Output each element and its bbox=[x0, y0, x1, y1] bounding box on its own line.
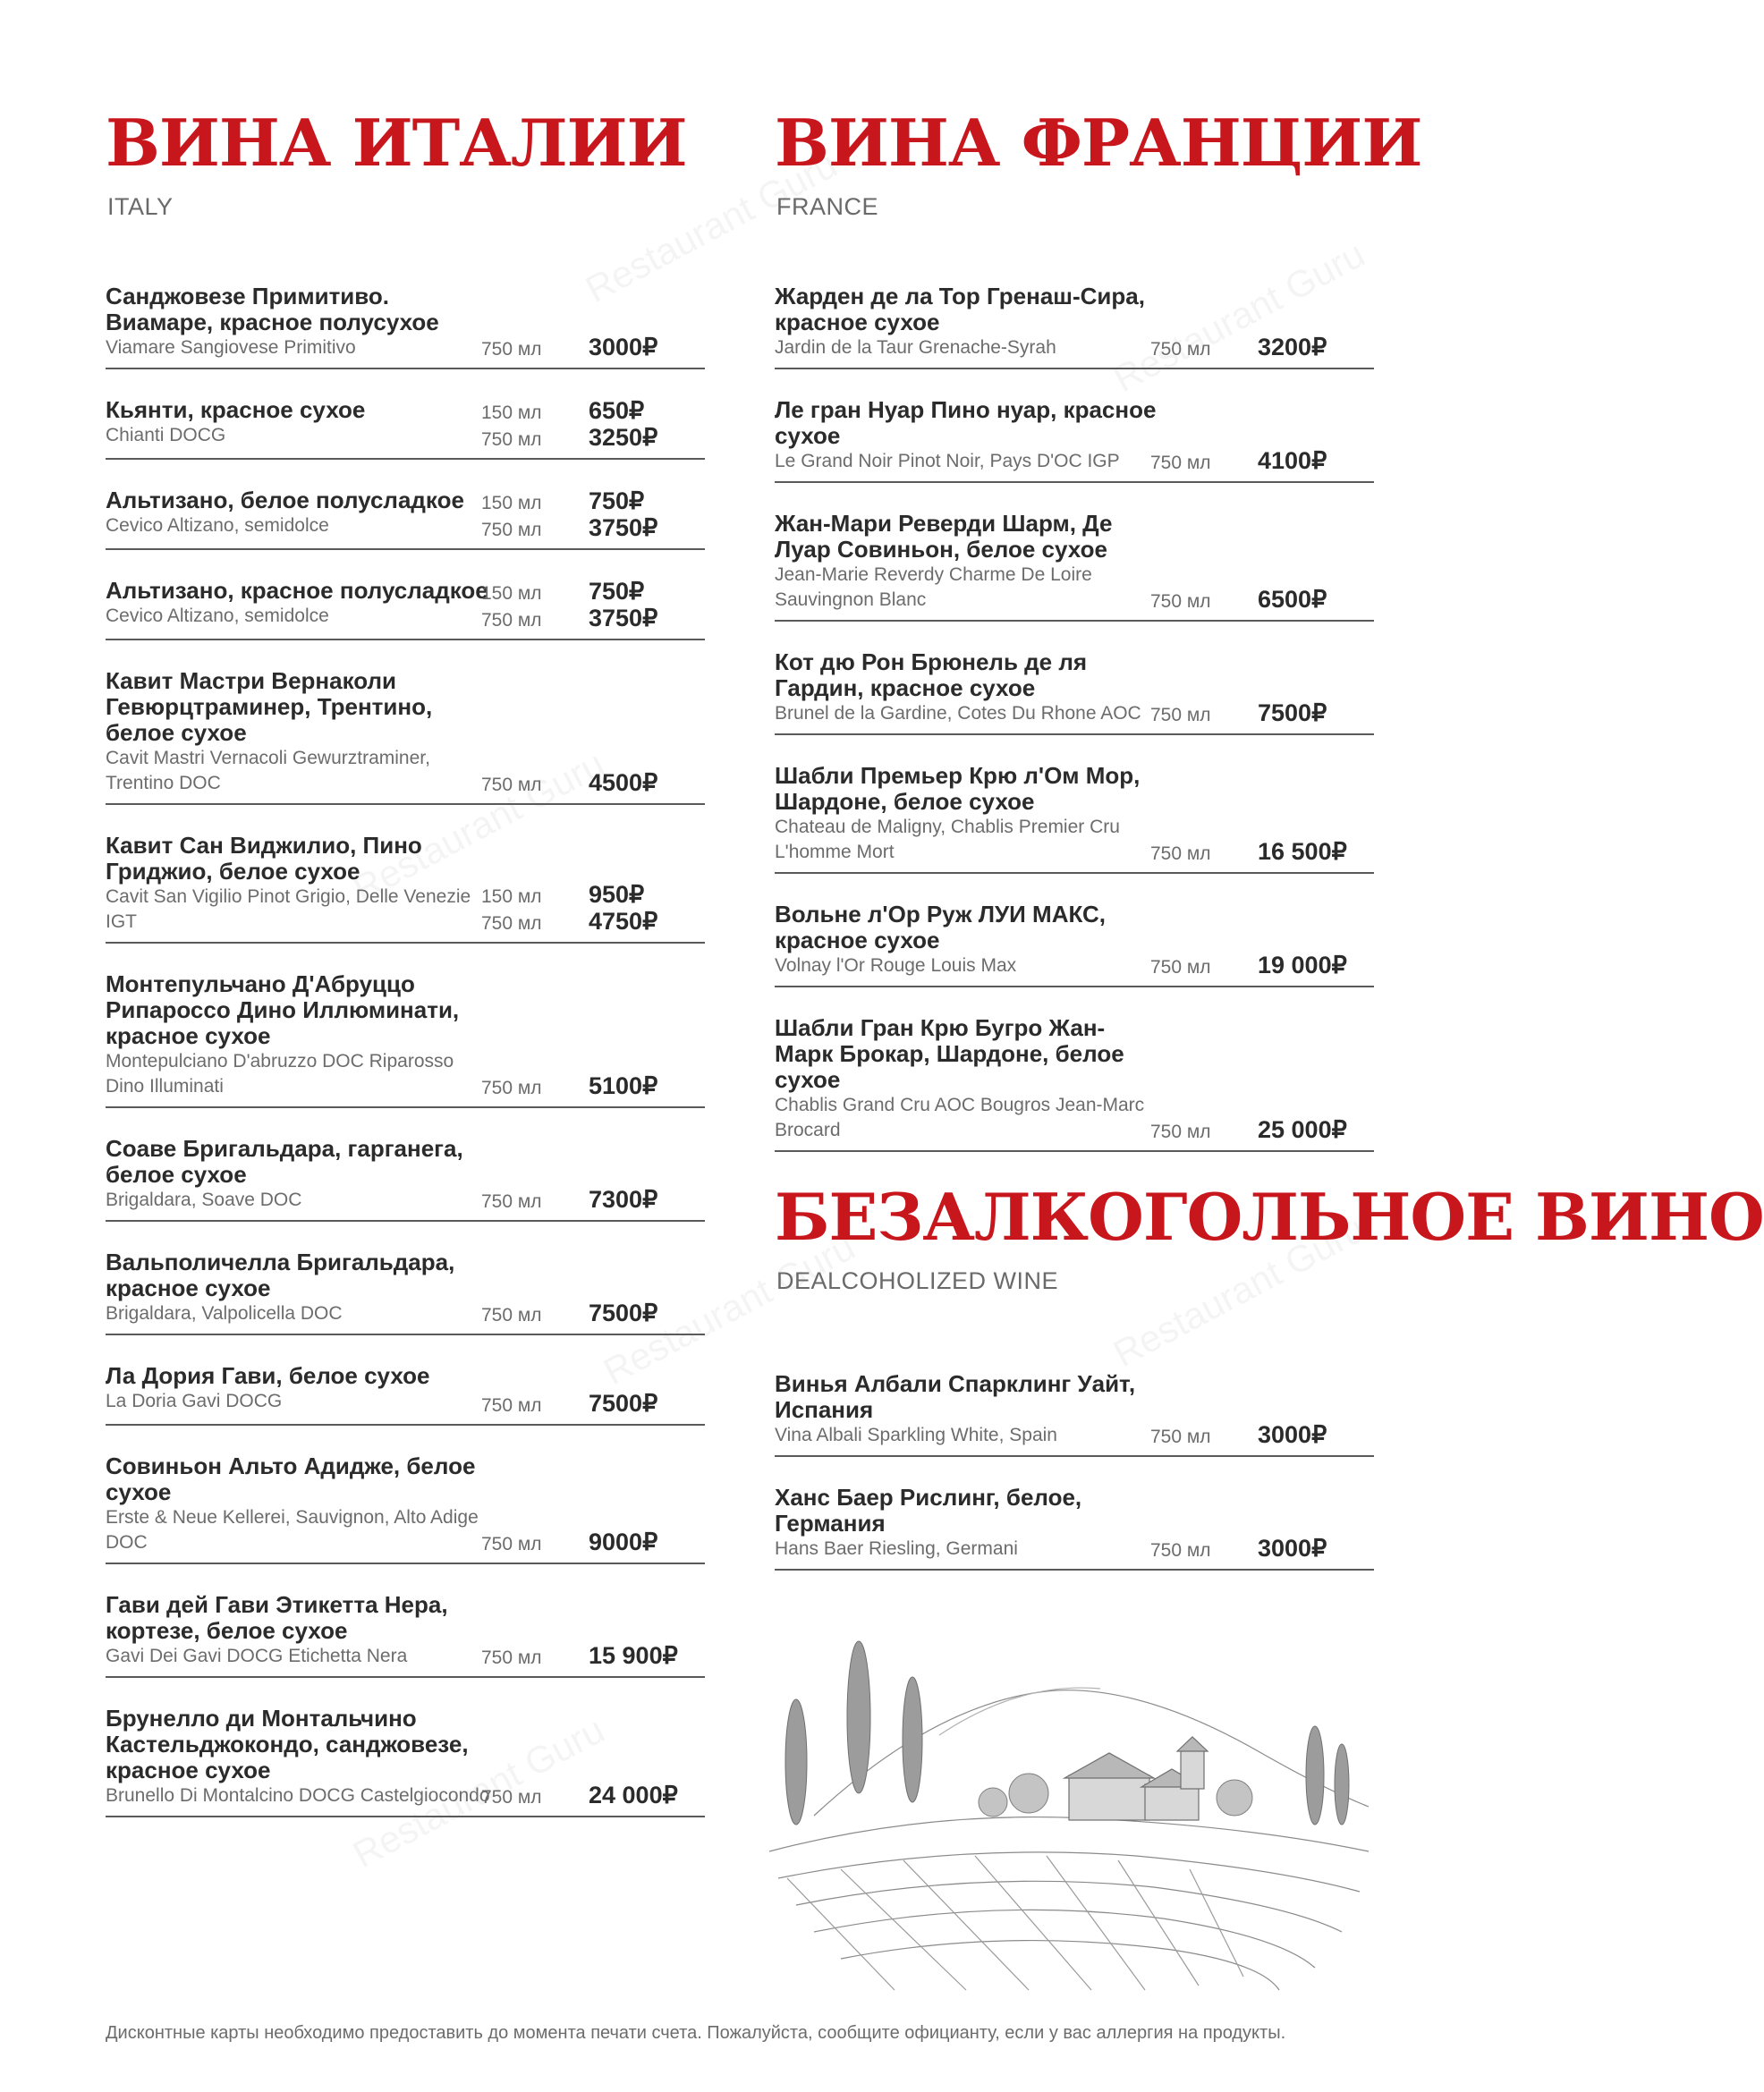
volume: 750 мл bbox=[481, 1305, 542, 1325]
wine-name: Гави дей Гави Этикетта Нера, кортезе, белое сухое bbox=[106, 1591, 448, 1644]
price-row bbox=[481, 881, 705, 908]
wine-name: Соаве Бригальдара, гарганега, белое сухое bbox=[106, 1135, 463, 1188]
price: 4500₽ bbox=[589, 769, 658, 796]
volume: 750 мл bbox=[481, 1647, 542, 1668]
price-block bbox=[1150, 334, 1374, 360]
price-block bbox=[1150, 699, 1374, 726]
price-block bbox=[481, 769, 705, 796]
price-block bbox=[481, 1782, 705, 1808]
wine-original-name: Hans Baer Riesling, Germani bbox=[775, 1538, 1018, 1559]
price-row bbox=[481, 605, 705, 631]
menu-item bbox=[106, 487, 705, 550]
wine-name: Кот дю Рон Брюнель де ля Гардин, красное сухое bbox=[775, 648, 1088, 701]
price-block bbox=[1150, 1116, 1374, 1143]
price-row bbox=[1150, 586, 1374, 613]
price-row bbox=[481, 1072, 705, 1099]
wine-original-name: Cevico Altizano, semidolce bbox=[106, 606, 329, 626]
wine-original-name: Gavi Dei Gavi DOCG Etichetta Nera bbox=[106, 1646, 408, 1666]
dealcoholized-title: БЕЗАЛКОГОЛЬНОЕ ВИНО bbox=[775, 1179, 1764, 1255]
wine-original-name: Erste & Neue Kellerei, Sauvignon, Alto Adige DOC bbox=[106, 1507, 479, 1553]
menu-item bbox=[106, 578, 705, 640]
wine-original-name: Le Grand Noir Pinot Noir, Pays D'OC IGP bbox=[775, 451, 1120, 471]
wine-original-name: Viamare Sangiovese Primitivo bbox=[106, 337, 356, 358]
price-block bbox=[481, 397, 705, 451]
volume: 750 мл bbox=[481, 1191, 542, 1212]
price-row bbox=[481, 1642, 705, 1669]
france-subtitle: FRANCE bbox=[776, 193, 879, 220]
volume: 750 мл bbox=[1150, 843, 1211, 864]
menu-item bbox=[775, 1015, 1374, 1152]
wine-name: Винья Албали Спарклинг Уайт, Испания bbox=[775, 1370, 1136, 1423]
menu-item bbox=[775, 902, 1374, 987]
menu-item bbox=[775, 1485, 1374, 1571]
dealcoholized-section bbox=[775, 1179, 1764, 1571]
wine-original-name: Jean-Marie Reverdy Charme De Loire Sauvingnon Blanc bbox=[775, 564, 1092, 610]
price-row bbox=[481, 908, 705, 935]
wine-original-name: Brunel de la Gardine, Cotes Du Rhone AOC bbox=[775, 703, 1141, 724]
price-row bbox=[1150, 1535, 1374, 1562]
price-row bbox=[481, 769, 705, 796]
volume: 750 мл bbox=[481, 1395, 542, 1416]
wine-original-name: Vina Albali Sparkling White, Spain bbox=[775, 1425, 1057, 1445]
menu-item bbox=[106, 1453, 705, 1564]
price-block bbox=[481, 881, 705, 935]
price: 7300₽ bbox=[589, 1186, 658, 1213]
wine-original-name: Cavit Mastri Vernacoli Gewurztraminer, Trentino DOC bbox=[106, 748, 430, 793]
price-block bbox=[1150, 586, 1374, 613]
wine-original-name: Chateau de Maligny, Chablis Premier Cru L'homme Mort bbox=[775, 817, 1120, 862]
price: 750₽ bbox=[589, 578, 645, 605]
france-title: ВИНА ФРАНЦИИ bbox=[775, 105, 1422, 181]
wine-name: Монтепульчано Д'Абруццо Рипароссо Дино Иллюминати, красное сухое bbox=[106, 970, 460, 1049]
price-row bbox=[481, 1782, 705, 1808]
menu-item bbox=[775, 763, 1374, 874]
price-block bbox=[1150, 1421, 1374, 1448]
volume: 750 мл bbox=[1150, 705, 1211, 725]
volume: 750 мл bbox=[481, 339, 542, 360]
menu-item bbox=[775, 649, 1374, 735]
price-block bbox=[481, 1529, 705, 1555]
volume: 150 мл bbox=[481, 402, 542, 423]
price: 15 900₽ bbox=[589, 1642, 678, 1669]
price: 3000₽ bbox=[589, 334, 658, 360]
price-row bbox=[481, 1186, 705, 1213]
price: 950₽ bbox=[589, 881, 645, 908]
wine-name: Шабли Премьер Крю л'Ом Мор, Шардоне, белое сухое bbox=[775, 762, 1141, 815]
menu-item bbox=[775, 397, 1374, 483]
france-section bbox=[775, 105, 1422, 1152]
price: 6500₽ bbox=[1258, 586, 1327, 613]
wine-name: Жарден де ла Тор Гренаш-Сира, красное сухое bbox=[775, 283, 1145, 335]
price-row bbox=[481, 334, 705, 360]
price-row bbox=[481, 578, 705, 605]
volume: 750 мл bbox=[1150, 591, 1211, 612]
volume: 150 мл bbox=[481, 583, 542, 604]
wine-name: Кьянти, красное сухое bbox=[106, 396, 366, 423]
price: 7500₽ bbox=[1258, 699, 1327, 726]
price-block bbox=[1150, 1535, 1374, 1562]
wine-original-name: Jardin de la Taur Grenache-Syrah bbox=[775, 337, 1056, 358]
price-row bbox=[1150, 838, 1374, 865]
volume: 750 мл bbox=[481, 610, 542, 631]
wine-original-name: Volnay l'Or Rouge Louis Max bbox=[775, 955, 1017, 976]
wine-original-name: Brunello Di Montalcino DOCG Castelgiocondo bbox=[106, 1785, 490, 1806]
price-row bbox=[481, 397, 705, 424]
menu-item bbox=[106, 1249, 705, 1335]
wine-name: Ла Дория Гави, белое сухое bbox=[106, 1362, 430, 1389]
menu-item bbox=[106, 668, 705, 805]
wine-name: Вольне л'Ор Руж ЛУИ МАКС, красное сухое bbox=[775, 901, 1106, 953]
price-row bbox=[1150, 952, 1374, 978]
volume: 750 мл bbox=[481, 775, 542, 795]
wine-original-name: Montepulciano D'abruzzo DOC Riparosso Dino Illuminati bbox=[106, 1051, 454, 1097]
price: 4100₽ bbox=[1258, 447, 1327, 474]
volume: 750 мл bbox=[1150, 957, 1211, 978]
price-row bbox=[1150, 1421, 1374, 1448]
price: 9000₽ bbox=[589, 1529, 658, 1555]
vineyard-illustration bbox=[760, 1583, 1378, 1995]
volume: 750 мл bbox=[1150, 1122, 1211, 1142]
price: 24 000₽ bbox=[589, 1782, 678, 1808]
wine-name: Альтизано, белое полусладкое bbox=[106, 487, 464, 513]
price: 3750₽ bbox=[589, 605, 658, 631]
price-block bbox=[481, 334, 705, 360]
wine-name: Шабли Гран Крю Бугро Жан-Марк Брокар, Шардоне, белое сухое bbox=[775, 1014, 1124, 1093]
price-block bbox=[1150, 952, 1374, 978]
price-block bbox=[481, 1390, 705, 1417]
volume: 750 мл bbox=[1150, 453, 1211, 473]
volume: 750 мл bbox=[481, 913, 542, 934]
price-block bbox=[1150, 838, 1374, 865]
wine-name: Ханс Баер Рислинг, белое, Германия bbox=[775, 1484, 1082, 1537]
italy-subtitle: ITALY bbox=[107, 193, 174, 220]
price: 3000₽ bbox=[1258, 1535, 1327, 1562]
volume: 750 мл bbox=[1150, 1427, 1211, 1447]
france-wine-list bbox=[775, 284, 1374, 1152]
right-column bbox=[775, 105, 1764, 1598]
wine-original-name: La Doria Gavi DOCG bbox=[106, 1391, 283, 1411]
menu-item bbox=[775, 284, 1374, 369]
price-row bbox=[481, 424, 705, 451]
price: 750₽ bbox=[589, 487, 645, 514]
volume: 150 мл bbox=[481, 886, 542, 907]
wine-name: Кавит Сан Виджилио, Пино Гриджио, белое сухое bbox=[106, 832, 422, 885]
wine-original-name: Cevico Altizano, semidolce bbox=[106, 515, 329, 536]
wine-original-name: Brigaldara, Soave DOC bbox=[106, 1190, 302, 1210]
price: 7500₽ bbox=[589, 1300, 658, 1326]
menu-item bbox=[775, 511, 1374, 622]
italy-title: ВИНА ИТАЛИИ bbox=[106, 105, 687, 181]
volume: 750 мл bbox=[481, 1787, 542, 1808]
menu-item bbox=[106, 284, 705, 369]
price-row bbox=[481, 514, 705, 541]
volume: 750 мл bbox=[1150, 1540, 1211, 1561]
menu-item bbox=[106, 1592, 705, 1678]
price-row bbox=[481, 1300, 705, 1326]
price: 4750₽ bbox=[589, 908, 658, 935]
price: 3200₽ bbox=[1258, 334, 1327, 360]
volume: 750 мл bbox=[481, 520, 542, 540]
price: 16 500₽ bbox=[1258, 838, 1347, 865]
volume: 150 мл bbox=[481, 493, 542, 513]
price-block bbox=[481, 1300, 705, 1326]
price: 3250₽ bbox=[589, 424, 658, 451]
wine-name: Брунелло ди Монтальчино Кастельджокондо, санджовезе, красное сухое bbox=[106, 1705, 469, 1783]
price: 25 000₽ bbox=[1258, 1116, 1347, 1143]
price-row bbox=[1150, 447, 1374, 474]
price-row bbox=[1150, 334, 1374, 360]
price-row bbox=[1150, 1116, 1374, 1143]
wine-name: Кавит Мастри Вернаколи Гевюрцтраминер, Трентино, белое сухое bbox=[106, 667, 433, 746]
price-block bbox=[481, 1642, 705, 1669]
wine-name: Санджовезе Примитиво. Виамаре, красное полусухое bbox=[106, 283, 439, 335]
menu-item bbox=[775, 1371, 1374, 1457]
volume: 750 мл bbox=[481, 1534, 542, 1554]
price: 3000₽ bbox=[1258, 1421, 1327, 1448]
price: 19 000₽ bbox=[1258, 952, 1347, 978]
menu-item bbox=[106, 971, 705, 1108]
wine-original-name: Cavit San Vigilio Pinot Grigio, Delle Venezie IGT bbox=[106, 886, 471, 932]
price-block bbox=[481, 578, 705, 631]
price-block bbox=[481, 1072, 705, 1099]
wine-name: Ле гран Нуар Пино нуар, красное сухое bbox=[775, 396, 1157, 449]
wine-original-name: Chablis Grand Cru AOC Bougros Jean-Marc Brocard bbox=[775, 1095, 1145, 1140]
price-row bbox=[481, 487, 705, 514]
dealcoholized-wine-list bbox=[775, 1371, 1374, 1571]
italy-wine-list bbox=[106, 284, 705, 1817]
wine-name: Совиньон Альто Адидже, белое сухое bbox=[106, 1453, 476, 1505]
menu-item bbox=[106, 1136, 705, 1222]
price: 3750₽ bbox=[589, 514, 658, 541]
menu-item bbox=[106, 397, 705, 460]
menu-item bbox=[106, 1363, 705, 1426]
volume: 750 мл bbox=[1150, 339, 1211, 360]
price: 5100₽ bbox=[589, 1072, 658, 1099]
price: 650₽ bbox=[589, 397, 645, 424]
price: 7500₽ bbox=[589, 1390, 658, 1417]
dealcoholized-subtitle: DEALCOHOLIZED WINE bbox=[776, 1267, 1059, 1294]
price-block bbox=[1150, 447, 1374, 474]
menu-item bbox=[106, 833, 705, 944]
wine-original-name: Brigaldara, Valpolicella DOC bbox=[106, 1303, 343, 1324]
wine-name: Жан-Мари Реверди Шарм, Де Луар Совиньон, белое сухое bbox=[775, 510, 1113, 563]
footer-note: Дисконтные карты необходимо предоставить до момента печати счета. Пожалуйста, сообщите официанту, если у вас аллергия на продукты. bbox=[106, 2023, 1286, 2043]
price-block bbox=[481, 1186, 705, 1213]
price-block bbox=[481, 487, 705, 541]
wine-original-name: Chianti DOCG bbox=[106, 425, 226, 445]
menu-item bbox=[106, 1706, 705, 1817]
price-row bbox=[1150, 699, 1374, 726]
price-row bbox=[481, 1529, 705, 1555]
italy-section bbox=[106, 106, 705, 1845]
wine-name: Вальполичелла Бригальдара, красное сухое bbox=[106, 1249, 455, 1301]
volume: 750 мл bbox=[481, 429, 542, 450]
volume: 750 мл bbox=[481, 1078, 542, 1098]
wine-name: Альтизано, красное полусладкое bbox=[106, 577, 488, 604]
price-row bbox=[481, 1390, 705, 1417]
